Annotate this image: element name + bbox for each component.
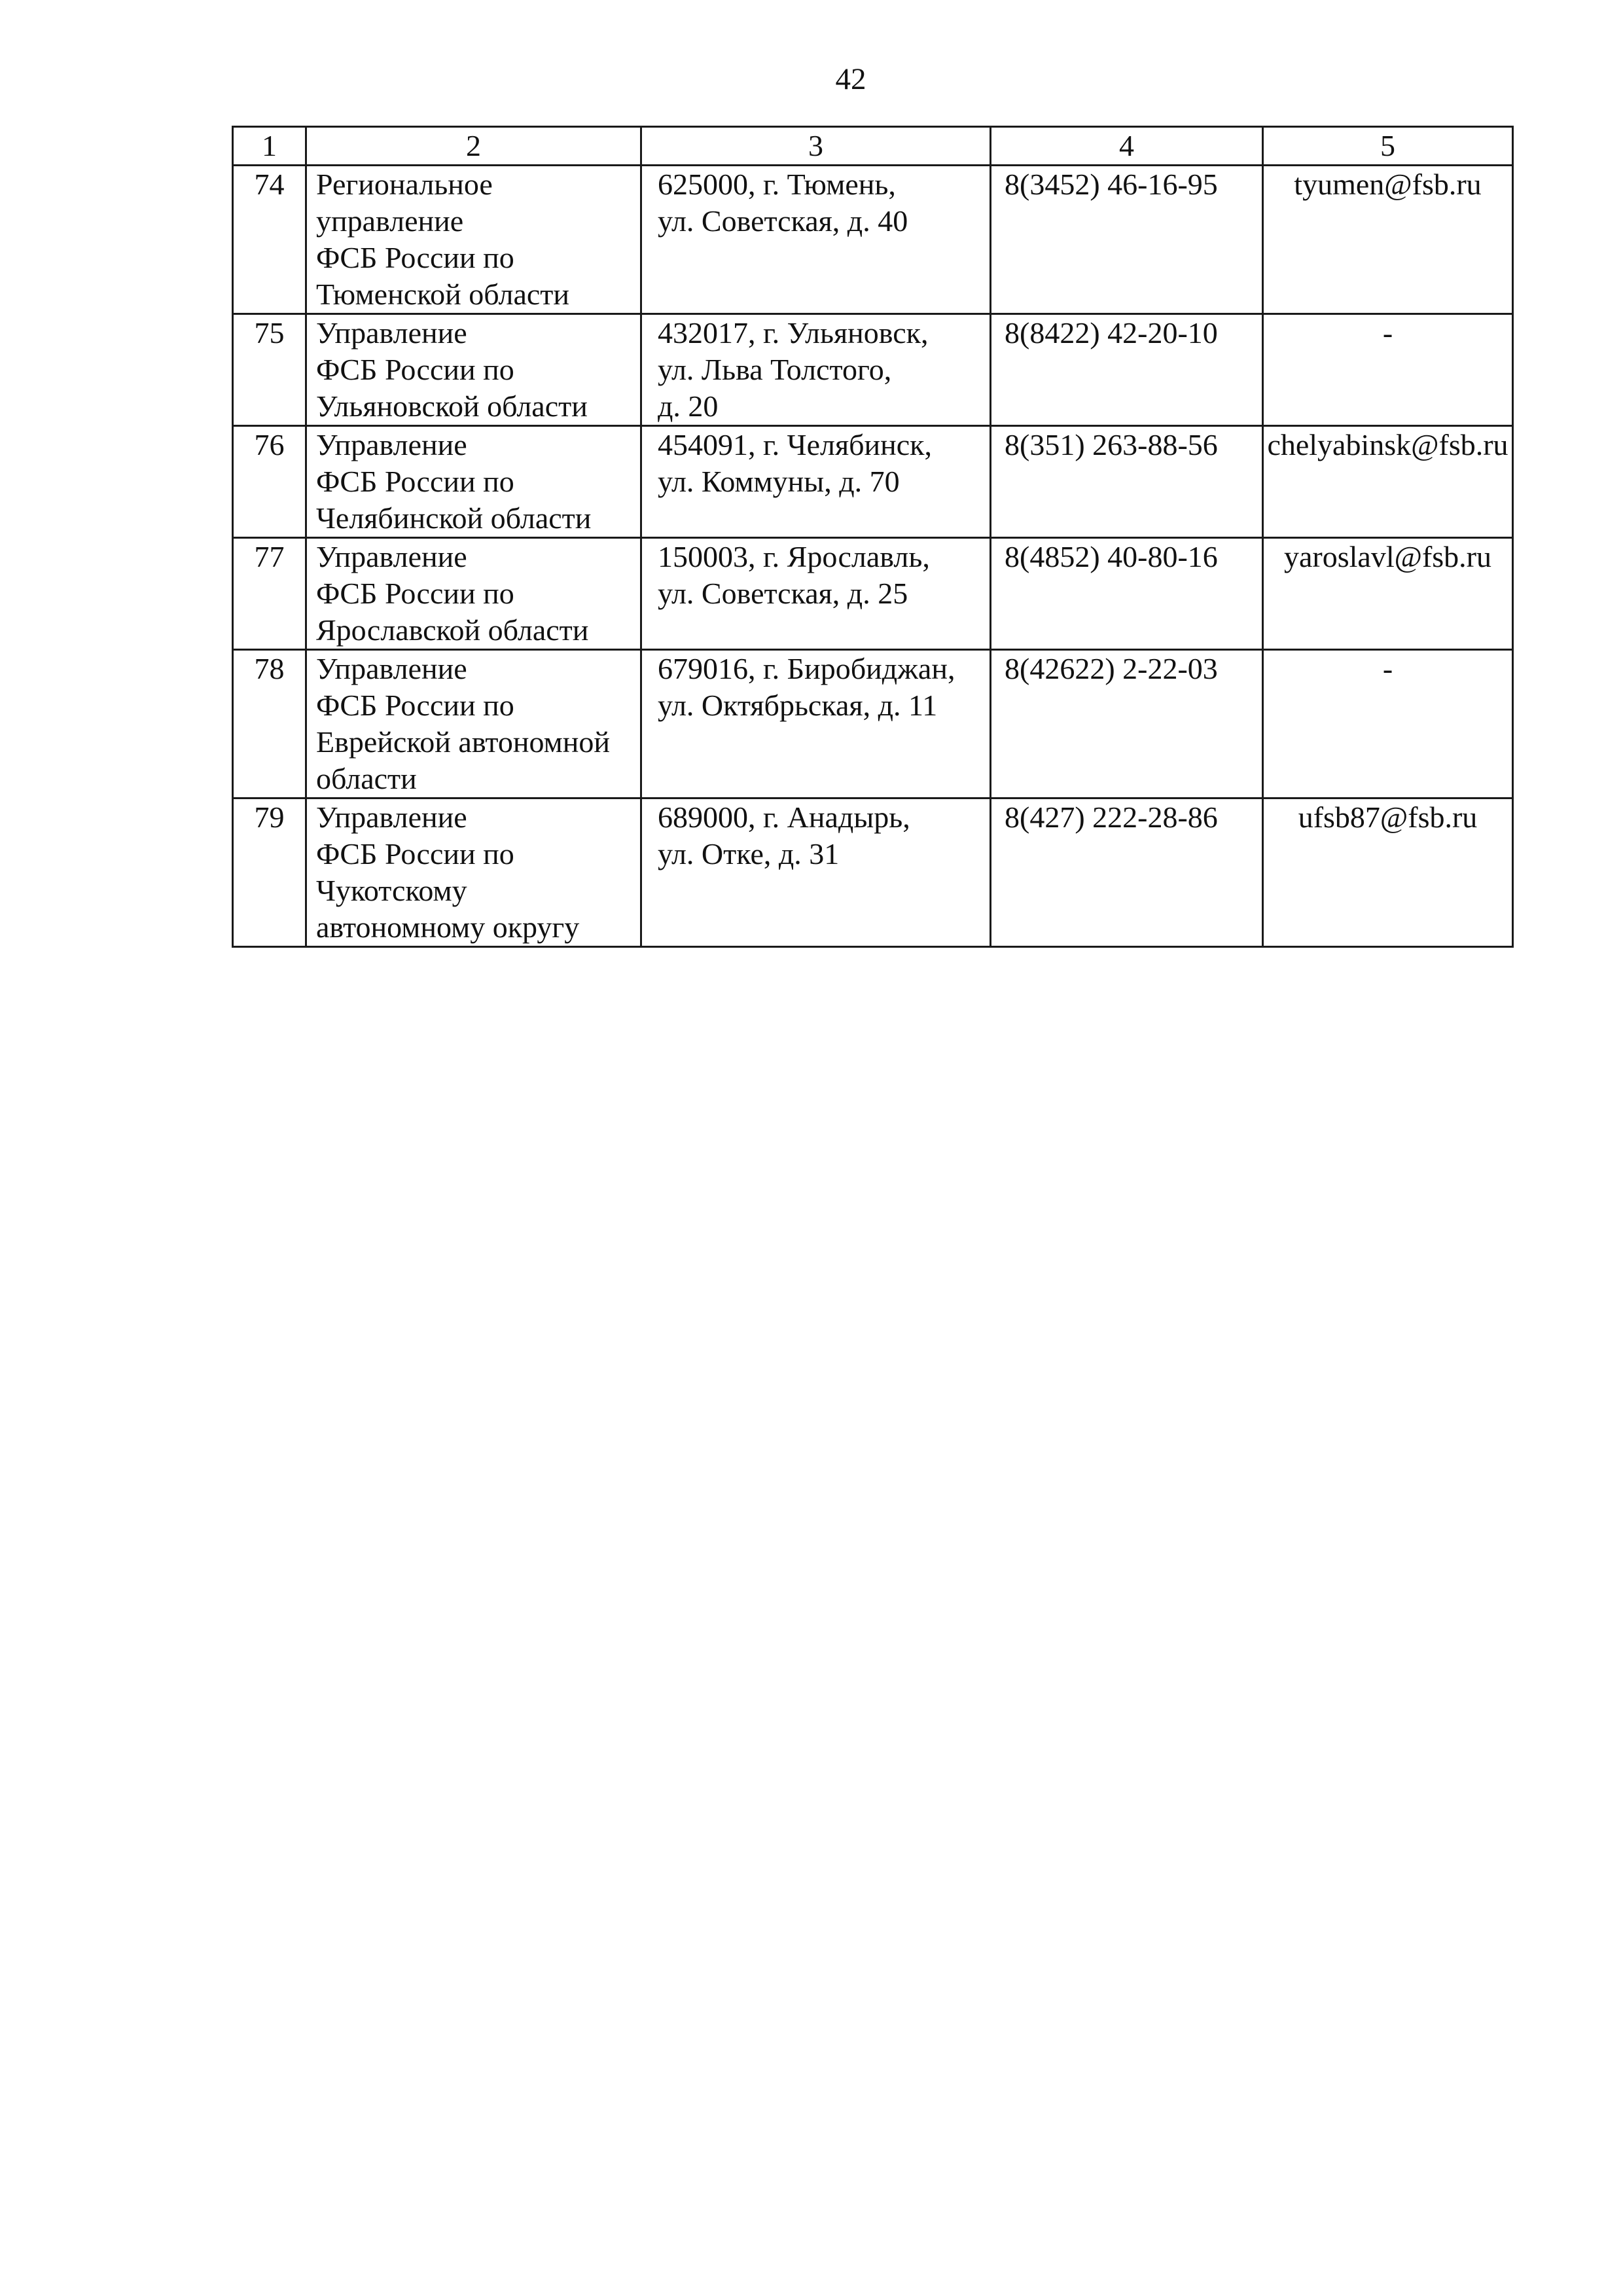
table-row [233,798,1513,947]
office-name: Управление ФСБ России по Ульяновской области [306,314,641,426]
table-row [233,166,1513,314]
office-address: 454091, г. Челябинск, ул. Коммуны, д. 70 [641,426,991,538]
row-number: 78 [233,650,306,798]
office-address: 432017, г. Ульяновск, ул. Льва Толстого, д. 20 [641,314,991,426]
office-address: 625000, г. Тюмень, ул. Советская, д. 40 [641,166,991,314]
header-col-2: 2 [306,127,641,166]
office-address: 150003, г. Ярославль, ул. Советская, д. 25 [641,538,991,650]
office-name: Управление ФСБ России по Чукотскому автономному округу [306,798,641,947]
header-row [233,127,1513,166]
office-email: chelyabinsk@fsb.ru [1263,426,1513,538]
office-email: - [1263,314,1513,426]
table-row [233,426,1513,538]
fsb-offices-table [232,126,1514,948]
row-number: 77 [233,538,306,650]
office-email: - [1263,650,1513,798]
office-name: Региональное управление ФСБ России по Тюменской области [306,166,641,314]
table-row [233,314,1513,426]
row-number: 74 [233,166,306,314]
office-name: Управление ФСБ России по Челябинской области [306,426,641,538]
page-number: 42 [835,62,866,96]
row-number: 79 [233,798,306,947]
office-email: tyumen@fsb.ru [1263,166,1513,314]
office-address: 679016, г. Биробиджан, ул. Октябрьская, д. 11 [641,650,991,798]
office-phone: 8(42622) 2-22-03 [991,650,1263,798]
header-col-5: 5 [1263,127,1513,166]
office-address: 689000, г. Анадырь, ул. Отке, д. 31 [641,798,991,947]
table-header [233,127,1513,166]
office-phone: 8(8422) 42-20-10 [991,314,1263,426]
office-name: Управление ФСБ России по Ярославской области [306,538,641,650]
office-name: Управление ФСБ России по Еврейской автономной области [306,650,641,798]
table-row [233,538,1513,650]
header-col-3: 3 [641,127,991,166]
header-col-4: 4 [991,127,1263,166]
table-row [233,650,1513,798]
office-email: yaroslavl@fsb.ru [1263,538,1513,650]
office-phone: 8(3452) 46-16-95 [991,166,1263,314]
table-body [233,166,1513,947]
header-col-1: 1 [233,127,306,166]
office-email: ufsb87@fsb.ru [1263,798,1513,947]
office-phone: 8(427) 222-28-86 [991,798,1263,947]
row-number: 76 [233,426,306,538]
row-number: 75 [233,314,306,426]
office-phone: 8(351) 263-88-56 [991,426,1263,538]
office-phone: 8(4852) 40-80-16 [991,538,1263,650]
